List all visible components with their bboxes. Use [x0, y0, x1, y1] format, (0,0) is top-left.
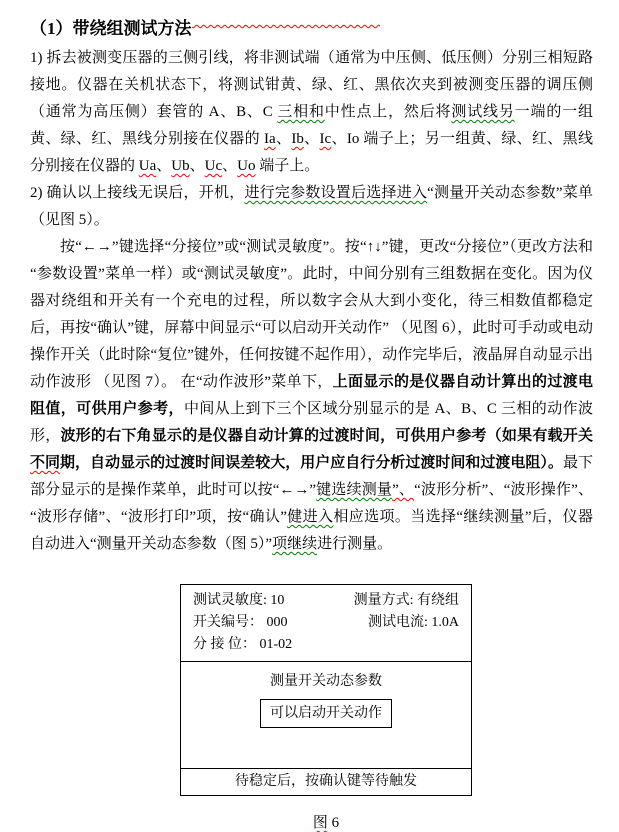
- text-run: 2) 确认以上接线无误后，开机，: [30, 185, 245, 201]
- screen-title: 测量开关动态参数: [270, 674, 382, 689]
- text-run: 、: [189, 158, 205, 174]
- section-title: [30, 8, 593, 42]
- text-run: “波形分析”、“波形操作”、“波形存储”、“波形打印”项，按“确认”: [30, 482, 593, 525]
- param-tap-position: 分 接 位： 01-02: [193, 637, 293, 652]
- text-run: Ia: [264, 131, 276, 147]
- text-run: ”、: [392, 482, 415, 498]
- screen-main-area: [181, 662, 471, 769]
- text-run: 进行完参数设置后选择进入: [244, 185, 428, 201]
- text-run: Ua: [138, 158, 157, 174]
- text-run: Ib: [291, 131, 304, 147]
- parameter-panel: [181, 585, 471, 662]
- text-run: 期，自动显示的过渡时间误差较大，用户应自行分析过渡时间和过渡电阻）。: [60, 455, 563, 471]
- text-run: 波形的右下角显示的是仪器自动计算的过渡时间，可供用户参考（如果有载开关: [60, 428, 593, 444]
- text-run: 最下部分显示的是操作菜单，此时可以按“←→”: [30, 455, 593, 498]
- text-run: 项继续: [272, 536, 318, 552]
- spellcheck-underline: [192, 8, 380, 34]
- paragraph-operation: [30, 234, 593, 558]
- text-run: 相应选项。当选择“继续测量”后，仪器自动进入“测量开关动态参数（图 5）”: [30, 509, 593, 552]
- text-run: 、: [275, 131, 292, 147]
- screen-footer: 待稳定后，按确认键等待触发: [235, 774, 417, 789]
- text-run: Ic: [319, 131, 332, 147]
- text-run: 不同: [30, 455, 61, 471]
- parameter-row: [193, 590, 459, 612]
- text-run: 、: [156, 158, 172, 174]
- section-title-text: （1）带绕组测试方法: [30, 19, 192, 38]
- text-run: 、: [303, 131, 320, 147]
- text-run: “测量开关动态参数”菜单（见图 5）。: [30, 185, 593, 228]
- text-run: Uo: [237, 158, 256, 174]
- paragraph-step-2: [30, 180, 593, 234]
- status-message-text: 可以启动开关动作: [270, 706, 382, 721]
- text-run: 健进入: [286, 509, 334, 525]
- figure-6: [180, 584, 472, 832]
- text-run: 进行测量。: [317, 536, 393, 552]
- parameter-row: [193, 634, 459, 656]
- status-message-box: [260, 699, 392, 728]
- text-run: 三相和: [277, 104, 325, 120]
- figure-caption: [180, 811, 472, 832]
- text-run: 、: [222, 158, 238, 174]
- text-run: Ub: [171, 158, 190, 174]
- text-run: 端子上。: [255, 158, 320, 174]
- text-run: 测试线另: [451, 104, 515, 120]
- text-run: 中间从上到下三个区域分别显示的是 A、B、C 三相的动作波形，: [30, 401, 593, 444]
- text-run: 6: [327, 815, 340, 831]
- lcd-screen: [180, 584, 472, 796]
- param-test-sensitivity: 测试灵敏度: 10: [193, 593, 285, 608]
- text-run: 按“←→”键选择“分接位”或“测试灵敏度”。按“↑↓”键，更改“分接位”（更改方法和“参数设置”菜单一样）或“测试灵敏度”。此时，中间分别有三组数据在变化。因为仪器对绕组和开关有一个充电的过程，所以数字会从大到小变化，待三相数值都稳定后，再按“确认”键，屏幕中间显示“可以启动开关动作” （见图 6），此时可手动或电动操作开关（此时除“复位”键外，任何按键不起作用），动作完毕后，液晶屏自动显示出动作波形 （见图 7）。 在“动作波形”菜单下，: [30, 239, 593, 390]
- paragraph-step-1: [30, 45, 593, 180]
- text-run: 中性点上，然后将: [324, 104, 452, 120]
- param-measure-mode: 测量方式: 有绕组: [353, 593, 459, 608]
- parameter-row: [193, 612, 459, 634]
- text-run: Uc: [204, 158, 223, 174]
- param-switch-number: 开关编号： 000: [193, 615, 288, 630]
- text-run: 1) 拆去被测变压器的三侧引线，将非测试端（通常为中压侧、低压侧）分别三相短路接地。仪器在关机状态下，将测试钳黄、绿、红、黑依次夹到被测变压器的调压侧（通常为高压侧）套管的 A、B、C: [30, 50, 593, 120]
- text-run: 、Io 端子上；另一组黄、绿、红、黑线分别接在仪器的: [30, 131, 593, 174]
- text-run: 键选续测量: [316, 482, 393, 498]
- text-run: 一端的一组黄、绿、红、黑线分别接在仪器的: [30, 104, 593, 147]
- param-test-current: 测试电流: 1.0A: [368, 615, 459, 630]
- text-run: 上面显示的是仪器自动计算出的过渡电阻值，可供用户参考，: [30, 374, 593, 417]
- text-run: 图: [312, 815, 328, 831]
